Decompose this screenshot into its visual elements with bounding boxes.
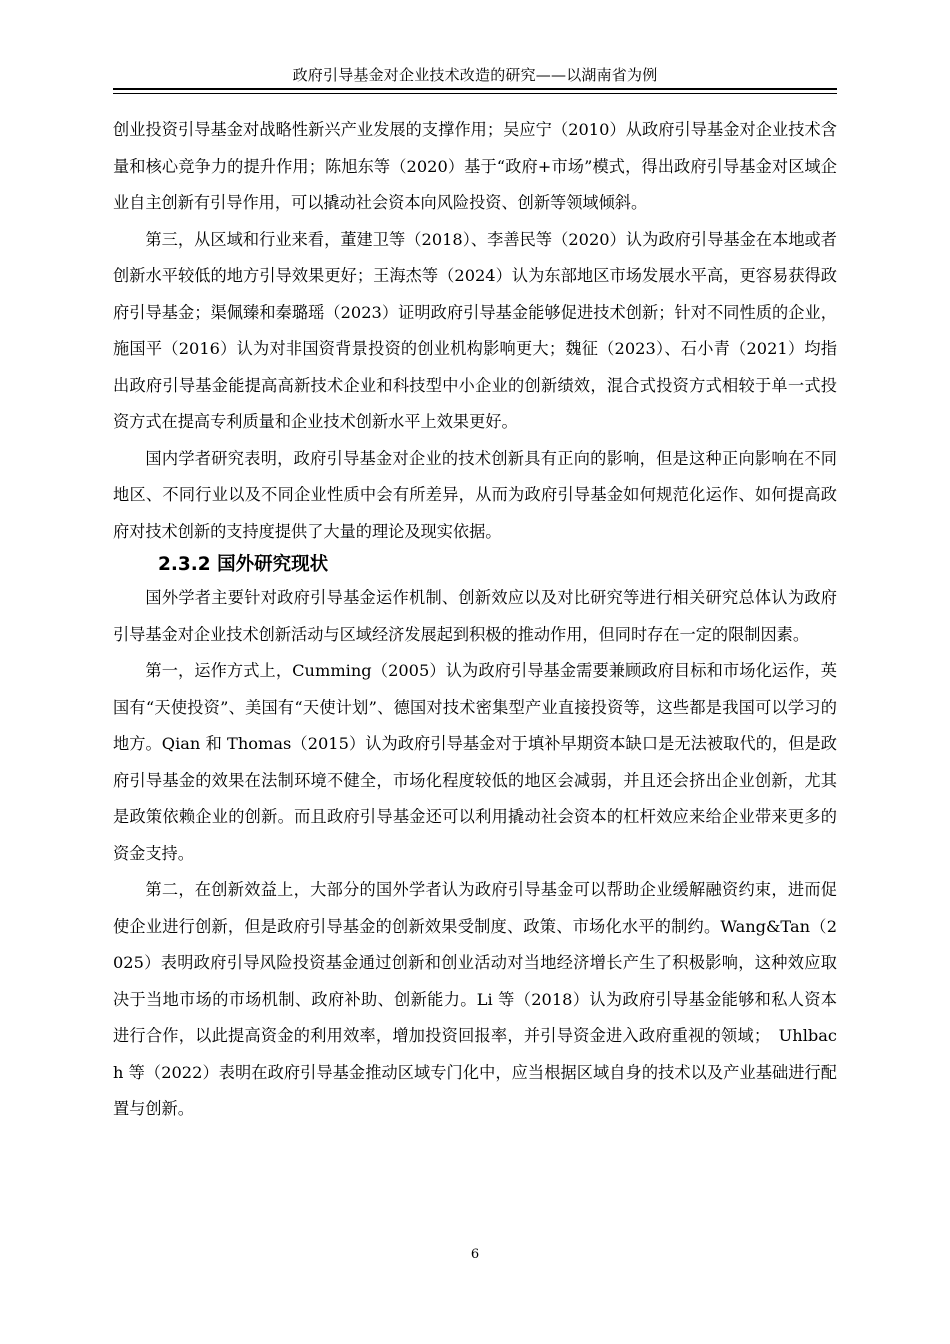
section-heading: 2.3.2 国外研究现状 — [158, 554, 329, 575]
paragraph-6: 第二，在创新效益上，大部分的国外学者认为政府引导基金可以帮助企业缓解融资约束，进而促使企业进行创新，但是政府引导基金的创新效果受制度、政策、市场化水平的制约。Wang&Tan（2025）表明政府引导风险投资基金通过创新和创业活动对当地经济增长产生了积极影响，这种效应取决于当地市场的市场机制、政府补助、创新能力。Li 等（2018）认为政府引导基金能够和私人资本进行合作，以此提高资金的利用效率，增加投资回报率，并引导资金进入政府重视的领域； Uhlbach 等（2022）表明在政府引导基金推动区域专门化中，应当根据区域自身的技术以及产业基础进行配置与创新。 — [113, 880, 837, 1118]
paragraph-5: 第一，运作方式上，Cumming（2005）认为政府引导基金需要兼顾政府目标和市场化运作，英国有“天使投资”、美国有“天使计划”、德国对技术密集型产业直接投资等，这些都是我国可以学习的地方。Qian 和 Thomas（2015）认为政府引导基金对于填补早期资本缺口是无法被取代的，但是政府引导基金的效果在法制环境不健全，市场化程度较低的地区会减弱，并且还会挤出企业创新，尤其是政策依赖企业的创新。而且政府引导基金还可以利用撬动社会资本的杠杆效应来给企业带来更多的资金支持。 — [113, 661, 837, 863]
document-body — [113, 112, 837, 1128]
header-rule-thick — [113, 88, 837, 90]
paragraph-4: 国外学者主要针对政府引导基金运作机制、创新效应以及对比研究等进行相关研究总体认为政府引导基金对企业技术创新活动与区域经济发展起到积极的推动作用，但同时存在一定的限制因素。 — [113, 588, 837, 644]
paragraph-2: 第三，从区域和行业来看，董建卫等（2018）、李善民等（2020）认为政府引导基金在本地或者创新水平较低的地方引导效果更好；王海杰等（2024）认为东部地区市场发展水平高，更容易获得政府引导基金；渠佩臻和秦璐瑶（2023）证明政府引导基金能够促进技术创新；针对不同性质的企业，施国平（2016）认为对非国资背景投资的创业机构影响更大；魏征（2023）、石小青（2021）均指出政府引导基金能提高高新技术企业和科技型中小企业的创新绩效，混合式投资方式相较于单一式投资方式在提高专利质量和企业技术创新水平上效果更好。 — [113, 229, 837, 431]
paragraph-3: 国内学者研究表明，政府引导基金对企业的技术创新具有正向的影响，但是这种正向影响在不同地区、不同行业以及不同企业性质中会有所差异，从而为政府引导基金如何规范化运作、如何提高政府对技术创新的支持度提供了大量的理论及现实依据。 — [113, 448, 837, 541]
page-number: 6 — [470, 1247, 480, 1262]
page-header-title: 政府引导基金对企业技术改造的研究——以湖南省为例 — [292, 66, 658, 84]
paragraph-1: 创业投资引导基金对战略性新兴产业发展的支撑作用；吴应宁（2010）从政府引导基金对企业技术含量和核心竞争力的提升作用；陈旭东等（2020）基于“政府+市场”模式，得出政府引导基金对区域企业自主创新有引导作用，可以撬动社会资本向风险投资、创新等领域倾斜。 — [113, 120, 837, 212]
header-rule-thin — [113, 93, 837, 94]
